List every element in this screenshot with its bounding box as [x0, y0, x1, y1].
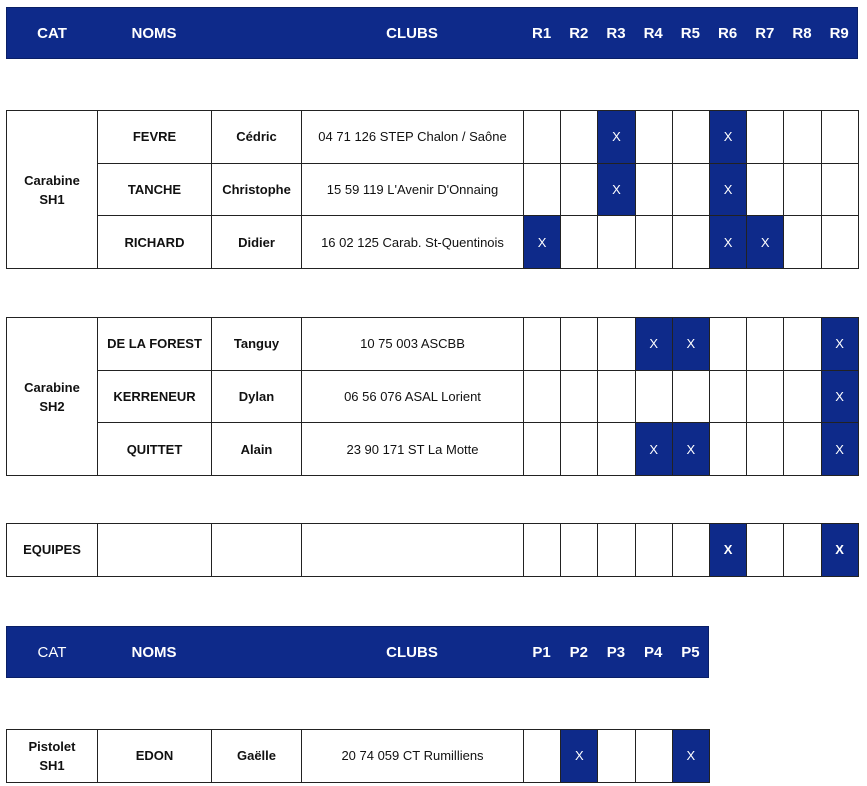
header-round-r2: R2 [569, 24, 589, 42]
round-cell [598, 216, 635, 269]
round-cell [635, 163, 672, 216]
header-round-p1: P1 [532, 643, 551, 661]
round-cell [635, 216, 672, 269]
round-cell: X [672, 318, 709, 371]
club-cell: 20 74 059 CT Rumilliens [302, 730, 524, 783]
last-name-cell: RICHARD [98, 216, 212, 269]
round-cell [709, 370, 746, 423]
round-cell [821, 163, 858, 216]
first-name-cell: Didier [212, 216, 302, 269]
category-label: Pistolet [28, 738, 76, 754]
header-clubs: CLUBS [386, 643, 438, 661]
round-cell [561, 216, 598, 269]
header-cat: CAT [37, 24, 67, 42]
round-cell [561, 524, 598, 577]
table-row [7, 111, 859, 164]
category-cell [7, 318, 98, 476]
group-table-carabine-sh1 [6, 110, 859, 269]
round-cell [784, 423, 821, 476]
header-round-r3: R3 [606, 24, 626, 42]
club-cell: 23 90 171 ST La Motte [302, 423, 524, 476]
round-cell [635, 111, 672, 164]
round-cell [598, 318, 635, 371]
round-cell [784, 111, 821, 164]
round-cell [747, 318, 784, 371]
header-round-r4: R4 [643, 24, 663, 42]
category-cell [7, 111, 98, 269]
round-cell [635, 730, 672, 783]
last-name-cell: KERRENEUR [98, 370, 212, 423]
round-cell [561, 370, 598, 423]
round-cell [524, 423, 561, 476]
round-cell [821, 216, 858, 269]
round-cell: X [821, 370, 858, 423]
header-round-p2: P2 [569, 643, 588, 661]
round-cell: X [821, 318, 858, 371]
pistol-header-bar [6, 626, 709, 678]
round-cell: X [672, 423, 709, 476]
round-cell: X [709, 216, 746, 269]
first-name-cell: Gaëlle [212, 730, 302, 783]
round-cell [598, 370, 635, 423]
round-cell [524, 163, 561, 216]
header-round-p4: P4 [644, 643, 663, 661]
empty-cell [212, 524, 302, 577]
round-cell [747, 524, 784, 577]
round-cell [561, 318, 598, 371]
round-cell: X [821, 423, 858, 476]
header-round-r7: R7 [755, 24, 775, 42]
round-cell [821, 111, 858, 164]
category-cell [7, 730, 98, 783]
club-cell: 16 02 125 Carab. St-Quentinois [302, 216, 524, 269]
rifle-header-bar [6, 7, 858, 59]
category-label: Carabine [24, 172, 80, 188]
first-name-cell: Christophe [212, 163, 302, 216]
round-cell [524, 524, 561, 577]
teams-label: EQUIPES [7, 524, 98, 577]
last-name-cell: TANCHE [98, 163, 212, 216]
last-name-cell: EDON [98, 730, 212, 783]
round-cell [524, 111, 561, 164]
round-cell [747, 423, 784, 476]
club-cell: 15 59 119 L'Avenir D'Onnaing [302, 163, 524, 216]
round-cell [672, 524, 709, 577]
round-cell [598, 423, 635, 476]
first-name-cell: Alain [212, 423, 302, 476]
round-cell [709, 318, 746, 371]
category-sublabel: SH1 [39, 757, 65, 773]
first-name-cell: Cédric [212, 111, 302, 164]
header-clubs: CLUBS [386, 24, 438, 42]
club-cell: 10 75 003 ASCBB [302, 318, 524, 371]
round-cell [524, 318, 561, 371]
header-round-r9: R9 [829, 24, 849, 42]
round-cell: X [598, 163, 635, 216]
round-cell: X [598, 111, 635, 164]
round-cell [784, 370, 821, 423]
first-name-cell: Dylan [212, 370, 302, 423]
header-noms: NOMS [131, 24, 177, 42]
first-name-cell: Tanguy [212, 318, 302, 371]
round-cell: X [709, 524, 746, 577]
header-round-r1: R1 [532, 24, 552, 42]
round-cell [672, 111, 709, 164]
round-cell [635, 370, 672, 423]
round-cell [784, 318, 821, 371]
round-cell [635, 524, 672, 577]
round-cell [747, 111, 784, 164]
category-sublabel: SH1 [39, 191, 65, 207]
category-sublabel: SH2 [39, 398, 65, 414]
empty-cell [98, 524, 212, 577]
round-cell: X [747, 216, 784, 269]
round-cell: X [821, 524, 858, 577]
round-cell [747, 163, 784, 216]
table-row [7, 370, 859, 423]
header-round-r8: R8 [792, 24, 812, 42]
round-cell [784, 163, 821, 216]
round-cell [672, 370, 709, 423]
round-cell [561, 423, 598, 476]
round-cell [598, 524, 635, 577]
table-row [7, 318, 859, 371]
last-name-cell: FEVRE [98, 111, 212, 164]
table-row [7, 730, 710, 783]
round-cell: X [635, 318, 672, 371]
round-cell [524, 730, 561, 783]
round-cell [672, 163, 709, 216]
table-row [7, 524, 859, 577]
group-table-pistolet-sh1 [6, 729, 710, 783]
last-name-cell: QUITTET [98, 423, 212, 476]
round-cell [784, 216, 821, 269]
round-cell: X [635, 423, 672, 476]
round-cell [561, 163, 598, 216]
round-cell: X [524, 216, 561, 269]
round-cell [672, 216, 709, 269]
header-round-r6: R6 [718, 24, 738, 42]
group-table-carabine-sh2 [6, 317, 859, 476]
round-cell: X [709, 163, 746, 216]
round-cell: X [709, 111, 746, 164]
table-row [7, 216, 859, 269]
round-cell: X [672, 730, 709, 783]
round-cell [784, 524, 821, 577]
club-cell: 04 71 126 STEP Chalon / Saône [302, 111, 524, 164]
header-noms: NOMS [131, 643, 177, 661]
round-cell [524, 370, 561, 423]
header-round-p5: P5 [681, 643, 700, 661]
round-cell [709, 423, 746, 476]
empty-cell [302, 524, 524, 577]
teams-table [6, 523, 859, 577]
round-cell [561, 111, 598, 164]
header-round-p3: P3 [606, 643, 626, 661]
round-cell [598, 730, 635, 783]
table-row [7, 423, 859, 476]
club-cell: 06 56 076 ASAL Lorient [302, 370, 524, 423]
header-round-r5: R5 [680, 24, 700, 42]
table-row [7, 163, 859, 216]
round-cell: X [561, 730, 598, 783]
last-name-cell: DE LA FOREST [98, 318, 212, 371]
header-cat: CAT [37, 643, 67, 661]
category-label: Carabine [24, 379, 80, 395]
round-cell [747, 370, 784, 423]
